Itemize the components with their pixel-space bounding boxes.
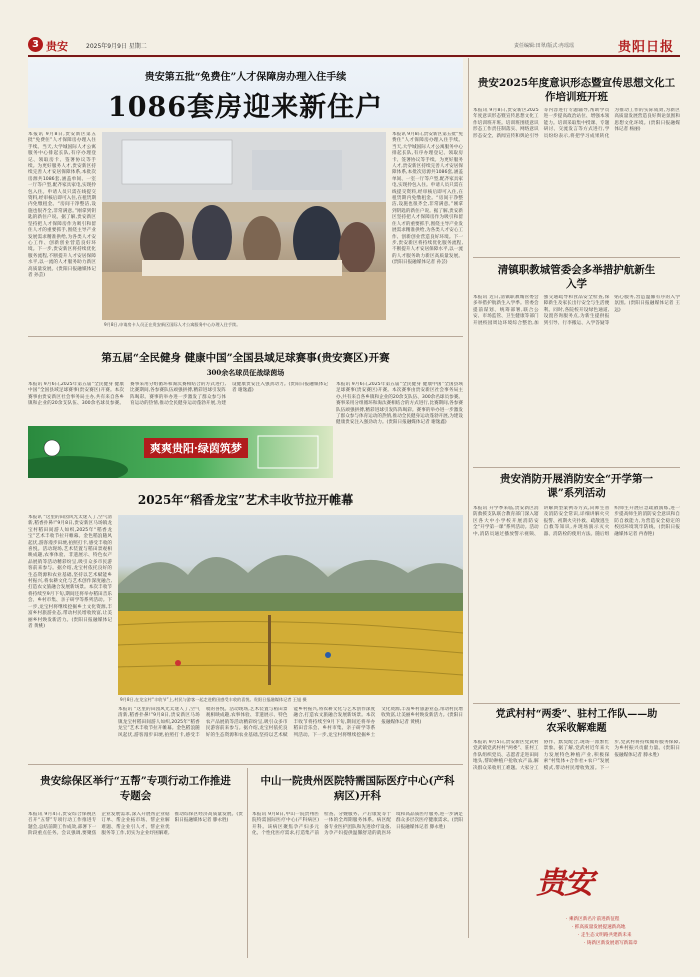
fire-safety-title: 贵安消防开展消防安全“开学第一课”系列活动 (499, 473, 654, 499)
article-harvest-help (473, 706, 680, 856)
housing-photo (102, 132, 386, 320)
housing-body-col1: 本报讯 9月8日,贵安新区第五批“免费住”人才保障房办理入住手续。当天,大学城国际人才公寓服务中心排起长队,有序办理登记、领取房卡、签署协议等手续。为更好服务人才,贵安新区持续完善人才安居保障体系,本批次房源共1086套,涵盖单间、一室一厅等户型,配齐家具家电,实现拎包入住。申请人员只需在线提交资料,经审核后即可入住,在租赁期内免缴租金。“房间干净整洁,设施也很齐全,非常满意。”刚拿到钥匙的新住户说。据了解,贵安新区坚持把人才保障房作为吸引和留住人才的重要抓手,围绕主导产业发展需求精准供给,为各类人才安心工作、创新创业营造良好环境。下一步,贵安新区将持续优化服务流程,不断提升人才安居保障水平,以一流的人才服务助力新区高质量发展。(贵阳日报融媒体记者 孙芸) (28, 132, 96, 278)
divider-bottom-mid (247, 768, 248, 958)
article-hospital (252, 768, 463, 958)
harvest-help-body: 本报讯 9月5日,贵安新区党武村党武镇党武村村“两委”、驻村工作队组织党员、志愿者走进田间地头,帮助种植户抢收农产品,解决群众采收用工难题。大家分工协作、默契配合,现场一派繁忙景象。据了解,党武村近年来大力发展特色种植产业,积极探索“村集体+合作社+农户”发展模式,带动村民增收致富。下一步,党武村将持续做好服务保障,为乡村振兴贡献力量。(贵阳日报融媒体记者 滕永胜) (473, 740, 680, 771)
hospital-title: 中山一院贵州医院特需国际医疗中心(产科病区)开科 (260, 775, 455, 802)
divider-football (28, 336, 463, 337)
rice-festival-body-left: 本报讯 “这里的田园风光太迷人了,空气清新,稻香扑鼻!”9月8日,贵安新区马场镇龙宝村稻田间游人如织,2025年“稻香龙宝”艺术丰收节拉开帷幕。金色稻浪随风起伏,游客漫步田埂,拍照打卡,感受丰收的喜悦。活动现场,艺术装置与稻田景观相映成趣,农事体验、非遗展示、特色农产品展销等活动精彩纷呈,吸引众多市民游客前来参与。据介绍,龙宝村依托良好的生态资源和农业基础,坚持以艺术赋能乡村振兴,将农耕文化与艺术创作深度融合,打造农文旅融合发展新场景。本次丰收节将持续至9月下旬,期间还将举办稻田音乐会、乡村市集、亲子研学等系列活动。下一步,龙宝村将继续挖掘乡土文化资源,丰富乡村旅游业态,带动村民增收致富,让美丽乡村焕发新活力。(贵阳日报融媒体记者 黄桃) (28, 515, 112, 629)
rice-festival-title: 2025年“稻香龙宝”艺术丰收节拉开帷幕 (137, 493, 354, 507)
divider-bottom (28, 764, 463, 765)
rice-field-scene (118, 515, 463, 695)
football-body-right: 本报讯 9月6日,2025年第五届“全民健身 健康中国”全国县域足球赛事(贵安赛区)开赛。本次赛事由贵安新区社会事务局主办,共有来自各乡镇和企业的20余支队伍、300余名球员参赛。赛事采用分组循环和淘汰赛相结合的方式进行,比赛期间,各参赛队伍顽强拼搏,精彩进球引发阵阵喝彩。赛事的举办进一步激发了群众参与体育运动的热情,推动全民健身运动蓬勃开展,为建设健康贵安注入强劲动力。(贵阳日报融媒体记者 谢逸鑫) (336, 382, 463, 426)
article-vocational (473, 261, 680, 466)
page-header (28, 36, 680, 54)
slogan-line-3: · 走生态文明路共建新未来 (578, 933, 632, 938)
article-training (473, 60, 680, 256)
divider-r1 (473, 257, 680, 258)
masthead-logo: 贵阳日报 (618, 40, 675, 55)
slogan-line-4: · 铸新区新发展谱写新篇章 (584, 941, 638, 946)
section-name: 贵安 (46, 40, 68, 53)
article-rice-festival (28, 485, 463, 753)
rice-festival-body-bottom: 本报讯 “这里的田园风光太迷人了,空气清新,稻香扑鼻!”9月8日,贵安新区马场镇龙宝村稻田间游人如织,2025年“稻香龙宝”艺术丰收节拉开帷幕。金色稻浪随风起伏,游客漫步田埂,拍照打卡,感受丰收的喜悦。活动现场,艺术装置与稻田景观相映成趣,农事体验、非遗展示、特色农产品展销等活动精彩纷呈,吸引众多市民游客前来参与。据介绍,龙宝村依托良好的生态资源和农业基础,坚持以艺术赋能乡村振兴,将农耕文化与艺术创作深度融合,打造农文旅融合发展新场景。本次丰收节将持续至9月下旬,期间还将举办稻田音乐会、乡村市集、亲子研学等系列活动。下一步,龙宝村将继续挖掘乡土文化资源,丰富乡村旅游业态,带动村民增收致富,让美丽乡村焕发新活力。(贵阳日报融媒体记者 黄桃) (118, 707, 463, 738)
football-banner-slogan: 爽爽贵阳·绿茵筑梦 (144, 438, 248, 458)
bonded-zone-body: 本报讯 9月4日,贵安综合保税区召开“五帮”专项行动工作推进专题会,总结前期工作成效,部署下一阶段重点任务。会议强调,要聚焦企业发展需求,深入开展帮企业稳订单、帮企业拓市场、帮企业解难题、帮企业引人才、帮企业优服务等工作,切实为企业纾困解难,推动综保区经济高质量发展。(贵阳日报融媒体记者 滕永胜) (28, 812, 243, 837)
housing-caption: 9月8日,申请房卡人员正在贵安新区国际人才公寓服务中心办理入住手续。 (104, 322, 241, 327)
football-body-left: 本报讯 9月6日,2025年第五届“全民健身 健康中国”全国县域足球赛事(贵安赛区)开赛。本次赛事由贵安新区社会事务局主办,共有来自各乡镇和企业的20余支队伍、300余名球员参赛。赛事采用分组循环和淘汰赛相结合的方式进行,比赛期间,各参赛队伍顽强拼搏,精彩进球引发阵阵喝彩。赛事的举办进一步激发了群众参与体育运动的热情,推动全民健身运动蓬勃开展,为建设健康贵安注入强劲动力。(贵阳日报融媒体记者 谢逸鑫) (28, 382, 328, 407)
hospital-body: 本报讯 9月8日,中山一院贵州医院特需国际医疗中心(产科病区)开科。该病区聚焦孕产妇多元化、个性化医疗需求,打造集产前检查、分娩服务、产后康复等于一体的全周期服务体系。病区配备专业医护团队和先进诊疗设备,为孕产妇提供温馨舒适的就医环境和高品质医疗服务,进一步满足群众多层次医疗健康需求。(贵阳日报融媒体记者 滕永胜) (252, 812, 463, 837)
divider-r2 (473, 467, 680, 468)
football-banner (28, 426, 333, 478)
article-football (28, 340, 463, 480)
training-title: 贵安2025年度意识形态暨宣传思想文化工作培训班开班 (477, 77, 676, 103)
editors-credit: 责任编辑:田翠/版式:冉瑶瑶 (514, 43, 575, 49)
housing-body-col3: 本报讯 9月8日,贵安新区第五批“免费住”人才保障房办理入住手续。当天,大学城国际人才公寓服务中心排起长队,有序办理登记、领取房卡、签署协议等手续。为更好服务人才,贵安新区持续完善人才安居保障体系,本批次房源共1086套,涵盖单间、一室一厅等户型,配齐家具家电,实现拎包入住。申请人员只需在线提交资料,经审核后即可入住,在租赁期内免缴租金。“房间干净整洁,设施也很齐全,非常满意。”刚拿到钥匙的新住户说。据了解,贵安新区坚持把人才保障房作为吸引和留住人才的重要抓手,围绕主导产业发展需求精准供给,为各类人才安心工作、创新创业营造良好环境。下一步,贵安新区将持续优化服务流程,不断提升人才安居保障水平,以一流的人才服务助力新区高质量发展。(贵阳日报融媒体记者 孙芸) (392, 132, 463, 266)
harvest-help-title: 党武村村“两委”、驻村工作队——助农采收解难题 (495, 709, 658, 734)
housing-headline-block (28, 58, 463, 128)
training-body: 本报讯 9月8日,贵安新区2025年度意识形态暨宣传思想文化工作培训班开班。培训班围绕意识形态工作责任制落实、网络意识形态安全、新闻宣传和舆论引导等内容进行专题辅导,帮助学员进一步提高政治站位、增强本领能力。培训采取集中授课、专题研讨、交流发言等方式进行,学员纷纷表示,将把学习成果转化为推动工作的实际成效,为新区高质量发展营造良好舆论氛围和思想文化环境。(贵阳日报融媒体记者 杨丽) (473, 108, 680, 139)
vocational-title: 清镇职教城管委会多举措护航新生入学 (497, 264, 656, 290)
rice-field-photo (118, 515, 463, 695)
divider-vertical-right (468, 58, 469, 938)
football-title: 第五届“全民健身 健康中国”全国县域足球赛事(贵安赛区)开赛 (101, 352, 390, 364)
issue-date: 2025年9月9日 星期二 (86, 43, 147, 50)
article-fire-safety (473, 470, 680, 702)
fire-safety-body: 本报讯 开学季来临,贵安新区消防救援支队联合教育部门深入辖区各大中小学校开展消防安全“开学第一课”系列活动。活动中,消防员通过播放警示视频、讲解典型案例等方式,向师生普及消防安全常识,详细讲解火灾报警、初期火灾扑救、疏散逃生自救等知识,并现场演示灭火器、消防栓的使用方法。随后组织师生开展应急疏散演练,进一步提高师生的消防安全意识和自防自救能力,为营造安全稳定的校园环境筑牢防线。(贵阳日报融媒体记者 冉春艳) (473, 506, 680, 537)
bonded-zone-title: 贵安综保区举行“五帮”专项行动工作推进专题会 (40, 775, 231, 802)
divider-r3 (473, 703, 680, 704)
vocational-body: 本报讯 近日,清镇职教城管委会多举措护航新生入学季。管委会提前谋划、统筹部署,联合公安、市场监管、卫生健康等部门开展校园周边环境综合整治,加强交通疏导和食品安全检查,保障新生及家长出行安全与生活便利。同时,各院校开设绿色通道,设置咨询服务点,为新生提供报到引导、行李搬运、入学答疑等贴心服务,营造温馨有序的入学氛围。(贵阳日报融媒体记者 王远) (473, 295, 680, 326)
housing-photo-scene (102, 132, 386, 320)
page-number-badge: 3 (28, 37, 43, 52)
slogan-line-1: · 乘新区新名片前进新征程 (566, 917, 620, 922)
article-housing (28, 58, 463, 326)
calligraphy-guian: 贵安 (536, 866, 592, 901)
header-rule (28, 55, 680, 57)
rice-field-caption: 9月8日,在龙宝村“丰收节”上,村民与游客一起走进稻田感受丰收的喜悦。贵阳日报融媒体记者 王旭 摄 (120, 697, 307, 702)
football-subtitle: 300余名球员征战绿茵场 (206, 368, 285, 377)
decor-slogan-block (536, 858, 680, 954)
slogan-line-2: · 抓高质量发展提速新高地 (572, 925, 626, 930)
article-bonded-zone (28, 768, 243, 958)
housing-title: 1086套房迎来新住户 (107, 92, 384, 123)
housing-kicker: 贵安第五批“免费住”人才保障房办理入住手续 (144, 72, 347, 83)
